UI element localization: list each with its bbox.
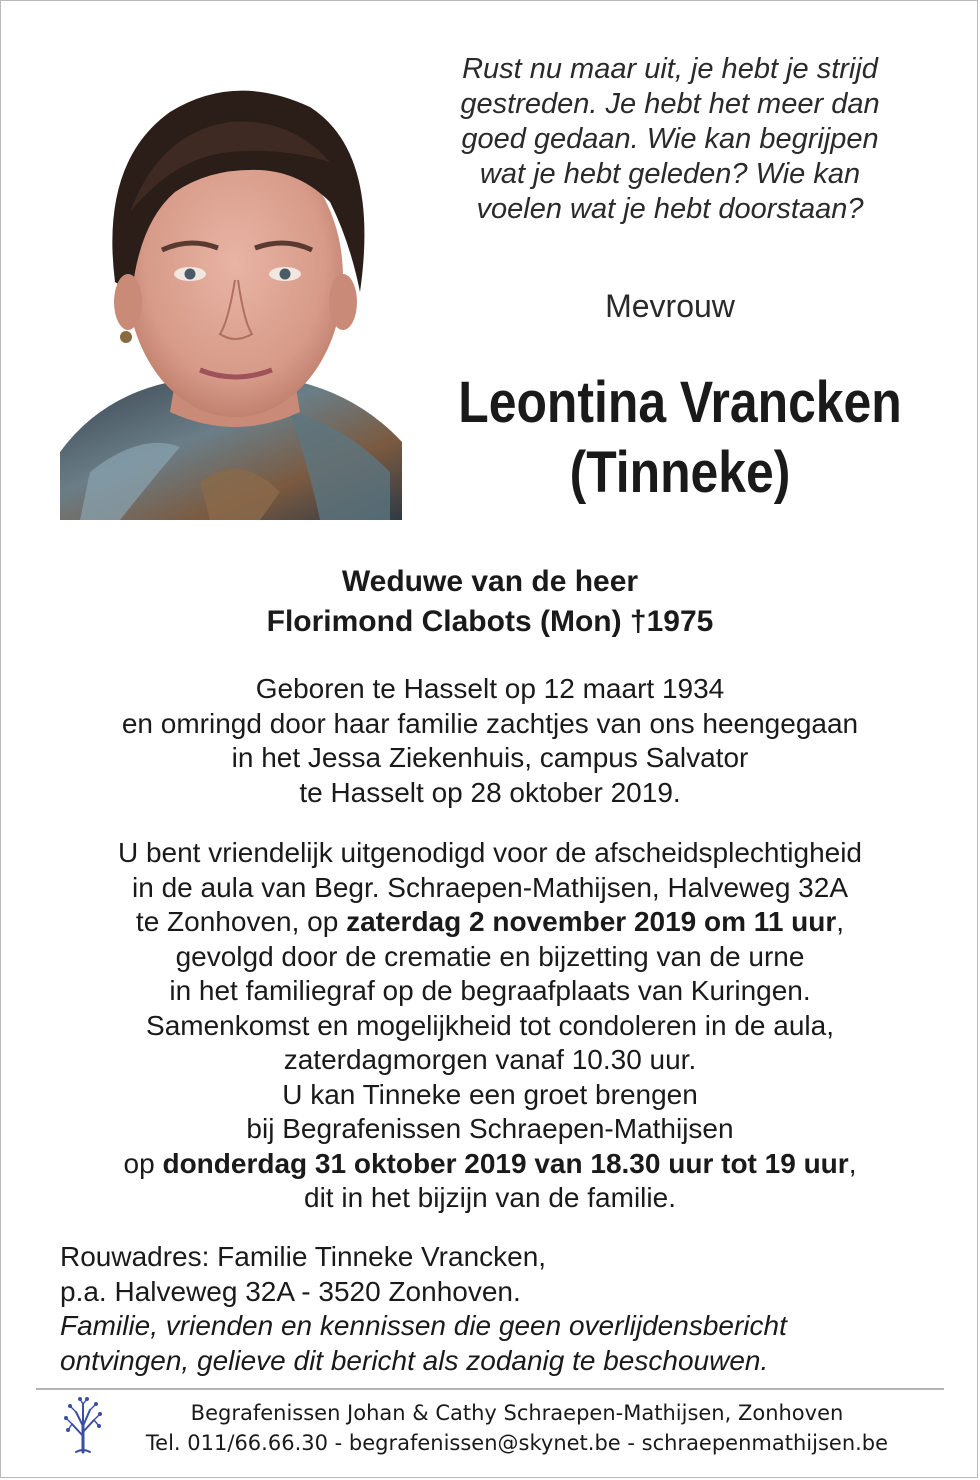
service-line: Samenkomst en mogelijkheid tot condoleren in de aula,	[146, 1009, 834, 1041]
service-line: zaterdagmorgen vanaf 10.30 uur.	[283, 1044, 697, 1075]
service-line: in de aula van Begr. Schraepen-Mathijsen, Halveweg 32A	[132, 871, 848, 903]
service-line: U kan Tinneke een groet brengen	[282, 1078, 698, 1110]
mourning-address	[60, 1240, 940, 1378]
service-text: ,	[848, 1147, 857, 1179]
funeral-home-contact: Tel. 011/66.66.30 - begrafenissen@skynet.be - schraepenmathijsen.be	[145, 1431, 889, 1455]
service-line: dit in het bijzijn van de familie.	[304, 1182, 676, 1213]
notice-line: ontvingen, gelieve dit bericht als zodanig te beschouwen.	[60, 1344, 769, 1376]
full-name: Leontina Vrancken	[458, 370, 902, 435]
deceased-name	[448, 368, 912, 508]
nickname: (Tinneke)	[569, 440, 791, 505]
address-line: p.a. Halveweg 32A - 3520 Zonhoven.	[60, 1275, 521, 1307]
info-line: Geboren te Hasselt op 12 maart 1934	[255, 673, 725, 704]
service-text: op	[123, 1147, 163, 1179]
poem-line: wat je hebt geleden? Wie kan	[479, 158, 861, 190]
service-info	[0, 836, 980, 1216]
poem-line: voelen wat je hebt doorstaan?	[476, 193, 864, 225]
notice-line: Familie, vrienden en kennissen die geen overlijdensbericht	[60, 1310, 787, 1341]
poem-line: gestreden. Je hebt het meer dan	[460, 88, 880, 120]
tree-logo-icon	[62, 1396, 104, 1454]
birth-death-info	[0, 672, 980, 810]
honorific: Mevrouw	[605, 288, 735, 324]
poem	[420, 52, 920, 227]
poem-line: goed gedaan. Wie kan begrijpen	[461, 123, 879, 155]
address-line: Rouwadres: Familie Tinneke Vrancken,	[60, 1241, 547, 1272]
service-text: ,	[836, 906, 845, 937]
funeral-home-footer	[112, 1398, 922, 1458]
info-line: en omringd door haar familie zachtjes van ons heengegaan	[121, 707, 859, 739]
widow-line: Weduwe van de heer	[341, 565, 639, 598]
service-line	[0, 905, 980, 940]
spouse-name: Florimond Clabots (Mon) †1975	[266, 605, 714, 638]
widow-of	[0, 562, 980, 642]
service-line: gevolgd door de crematie en bijzetting van de urne	[175, 940, 805, 972]
divider	[36, 1388, 944, 1390]
info-line: in het Jessa Ziekenhuis, campus Salvator	[231, 742, 749, 773]
info-line: te Hasselt op 28 oktober 2019.	[299, 776, 681, 808]
service-line: U bent vriendelijk uitgenodigd voor de afscheidsplechtigheid	[117, 837, 863, 868]
service-date: zaterdag 2 november 2019 om 11 uur	[346, 906, 837, 937]
poem-line: Rust nu maar uit, je hebt je strijd	[462, 53, 878, 85]
portrait-photo	[60, 52, 402, 520]
service-line: bij Begrafenissen Schraepen-Mathijsen	[246, 1113, 734, 1144]
service-text: te Zonhoven, op	[135, 906, 347, 937]
service-line: in het familiegraf op de begraafplaats van Kuringen.	[169, 975, 811, 1006]
service-line	[0, 1147, 980, 1182]
funeral-home-name: Begrafenissen Johan & Cathy Schraepen-Mathijsen, Zonhoven	[190, 1401, 844, 1425]
visitation-date: donderdag 31 oktober 2019 van 18.30 uur tot 19 uur	[162, 1147, 849, 1179]
